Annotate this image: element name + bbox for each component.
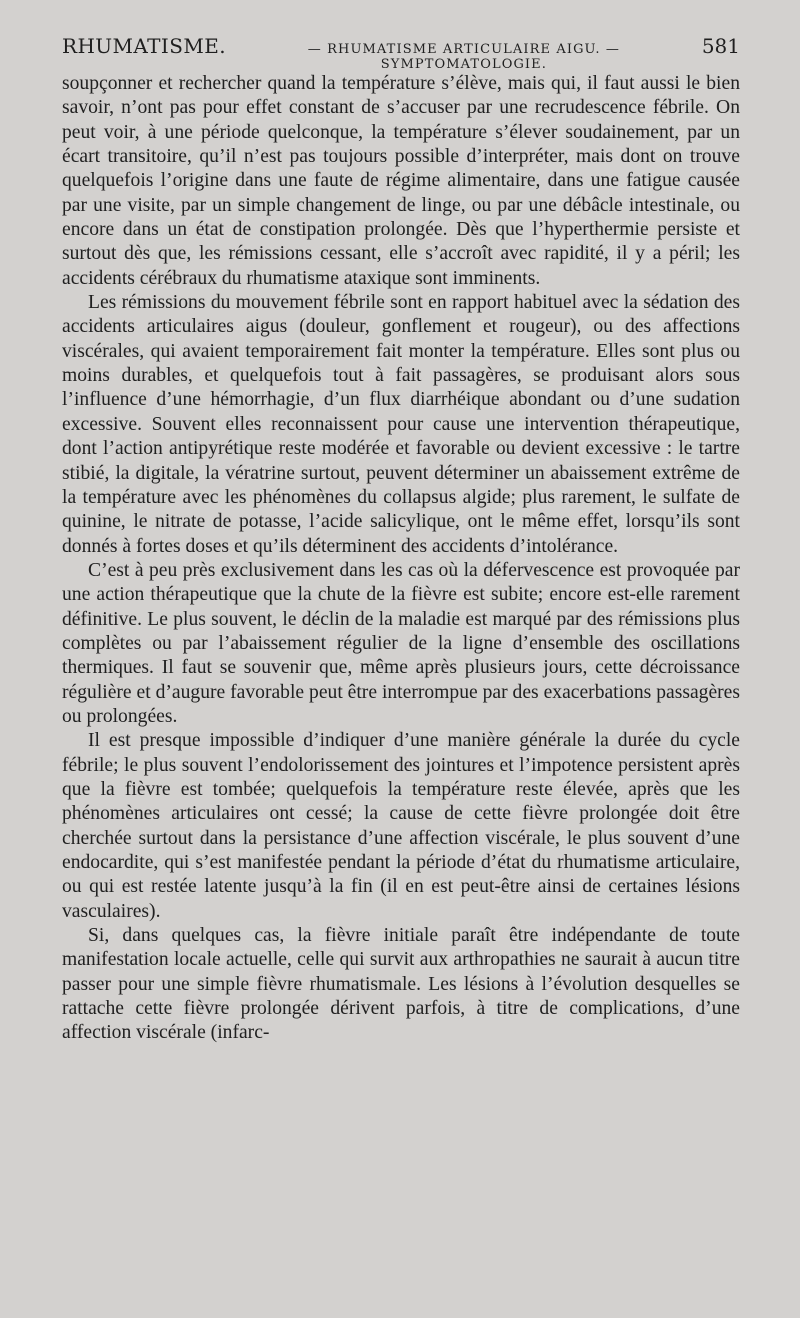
paragraph-remissions: Les rémissions du mouvement fébrile sont en rapport habituel avec la sédation des accidents articulaires aigus (douleur, gonflement et rougeur), ou des affections viscérales, qui avaient temporairement fait monter la température. Elles sont plus ou moins durables, et quelquefois tout à fait passagères, se produisant alors sous l’influence d’une hémorrhagie, d’un flux diarrhéique abondant ou d’une sudation excessive. Souvent elles reconnaissent pour cause une intervention thérapeutique, dont l’action antipyrétique reste modérée et favorable ou devient excessive : le tartre stibié, la digitale, la vératrine surtout, peuvent déterminer un abaissement extrême de la température avec les phénomènes du collapsus algide; plus rarement, le sulfate de quinine, le nitrate de potasse, l’acide salicylique, ont le même effet, lorsqu’ils sont donnés à fortes doses et qu’ils déterminent des accidents d’intolérance. <box>62 292 740 557</box>
paragraph-duration: Il est presque impossible d’indiquer d’une manière générale la durée du cycle fébrile; le plus souvent l’endolorissement des jointures et l’impotence persistent après que la fièvre est tombée; quelquefois la température reste élevée, après que les phénomènes articulaires ont cessé; la cause de cette fièvre prolongée doit être cherchée surtout dans la persistance d’une affection viscérale, le plus souvent d’une endocardite, qui s’est manifestée pendant la période d’état du rhumatisme articulaire, ou qui est restée latente jusqu’à la fin (il en est peut-être ainsi de certaines lésions vasculaires). <box>62 730 740 922</box>
running-head-subtitle: — RHUMATISME ARTICULAIRE AIGU. — SYMPTOMATOLOGIE. <box>307 42 620 72</box>
running-head <box>62 34 740 72</box>
page-number: 581 <box>701 34 740 58</box>
body-text <box>62 72 740 1046</box>
paragraph-continuation: soupçonner et rechercher quand la température s’élève, mais qui, il faut aussi le bien savoir, n’ont pas pour effet constant de s’accuser par une recrudescence fébrile. On peut voir, à une période quelconque, la température s’élever soudainement, par un écart transitoire, qu’il n’est pas toujours possible d’interpréter, mais dont on trouve quelquefois l’origine dans une faute de régime alimentaire, dans une fatigue causée par une visite, par un simple changement de linge, ou par une débâcle intestinale, ou encore dans un état de constipation prolongée. Dès que l’hyperthermie persiste et surtout dès que, les rémissions cessant, elle s’accroît avec rapidité, il y a péril; les accidents cérébraux du rhumatisme ataxique sont imminents. <box>62 73 740 289</box>
paragraph-defervescence: C’est à peu près exclusivement dans les cas où la défervescence est provoquée par une action thérapeutique que la chute de la fièvre est subite; encore est-elle rarement définitive. Le plus souvent, le déclin de la maladie est marqué par des rémissions plus complètes ou par l’abaissement régulier de la ligne d’ensemble des oscillations thermiques. Il faut se souvenir que, même après plusieurs jours, cette décroissance régulière et d’augure favorable peut être interrompue par des exacerbations passagères ou prolongées. <box>62 559 740 727</box>
paragraph-initial-fever: Si, dans quelques cas, la fièvre initiale paraît être indépendante de toute manifestation locale actuelle, celle qui survit aux arthropathies ne saurait à aucun titre passer pour une simple fièvre rhumatismale. Les lésions à l’évolution desquelles se rattache cette fièvre prolongée dérivent parfois, à titre de complications, d’une affection viscérale (infarc- <box>62 925 740 1044</box>
running-head-title: RHUMATISME. <box>62 34 226 58</box>
